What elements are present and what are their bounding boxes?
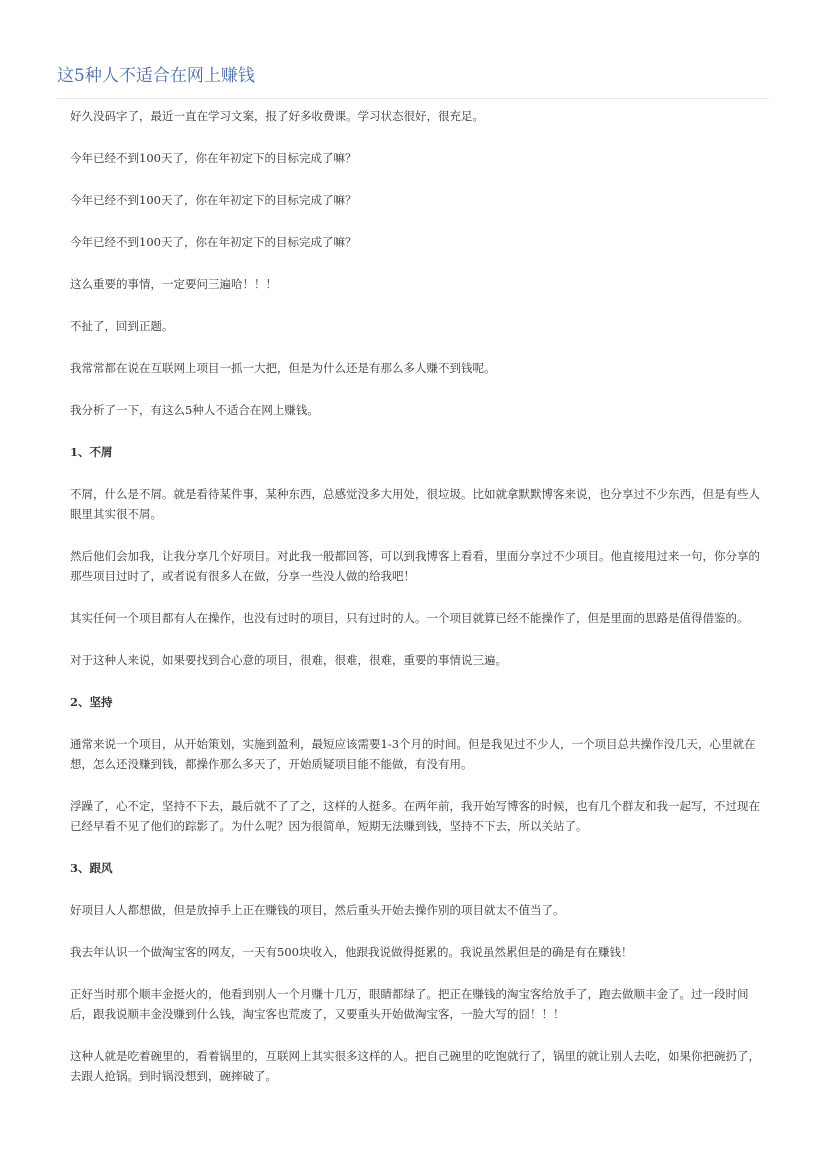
article-title: 这5种人不适合在网上赚钱 <box>57 66 255 86</box>
section-heading: 3、跟风 <box>70 861 113 875</box>
paragraph: 这种人就是吃着碗里的，看着锅里的，互联网上其实很多这样的人。把自己碗里的吃饱就行了，锅里的就让别人去吃，如果你把碗扔了，去跟人抢锅。到时锅没想到，碗摔破了。 <box>70 1049 760 1083</box>
paragraph: 不扯了，回到正题。 <box>70 319 174 333</box>
article-body <box>70 104 760 1086</box>
paragraph: 我分析了一下，有这么5种人不适合在网上赚钱。 <box>70 403 319 417</box>
paragraph: 好久没码字了，最近一直在学习文案，报了好多收费课。学习状态很好，很充足。 <box>70 109 484 123</box>
paragraph: 好项目人人都想做，但是放掉手上正在赚钱的项目，然后重头开始去操作别的项目就太不值当了。 <box>70 903 565 917</box>
paragraph: 浮躁了，心不定，坚持不下去，最后就不了了之，这样的人挺多。在两年前，我开始写博客的时候，也有几个群友和我一起写，不过现在已经早看不见了他们的踪影了。为什么呢？因为很简单，短期无法赚到钱，坚持不下去，所以关站了。 <box>70 799 760 833</box>
section-heading: 1、不屑 <box>70 445 113 459</box>
paragraph: 不屑，什么是不屑。就是看待某件事，某种东西，总感觉没多大用处，很垃圾。比如就拿默默博客来说，也分享过不少东西，但是有些人眼里其实很不屑。 <box>70 487 760 521</box>
paragraph: 这么重要的事情，一定要问三遍哈！！！ <box>70 277 277 291</box>
paragraph: 今年已经不到100天了，你在年初定下的目标完成了嘛？ <box>70 235 357 249</box>
paragraph: 通常来说一个项目，从开始策划，实施到盈利，最短应该需要1-3个月的时间。但是我见过不少人，一个项目总共操作没几天，心里就在想，怎么还没赚到钱，都操作那么多天了，开始质疑项目能不能做，有没有用。 <box>70 737 756 771</box>
paragraph: 今年已经不到100天了，你在年初定下的目标完成了嘛？ <box>70 151 357 165</box>
paragraph: 正好当时那个顺丰金挺火的，他看到别人一个月赚十几万，眼睛都绿了。把正在赚钱的淘宝客给放手了，跑去做顺丰金了。过一段时间后，跟我说顺丰金没赚到什么钱，淘宝客也荒废了，又要重头开始做淘宝客，一脸大写的囧！！！ <box>70 987 749 1021</box>
paragraph: 今年已经不到100天了，你在年初定下的目标完成了嘛？ <box>70 193 357 207</box>
paragraph: 其实任何一个项目都有人在操作，也没有过时的项目，只有过时的人。一个项目就算已经不能操作了，但是里面的思路是值得借鉴的。 <box>70 611 749 625</box>
paragraph: 我常常都在说在互联网上项目一抓一大把，但是为什么还是有那么多人赚不到钱呢。 <box>70 361 496 375</box>
paragraph: 我去年认识一个做淘宝客的网友，一天有500块收入，他跟我说做得挺累的。我说虽然累但是的确是有在赚钱！ <box>70 945 633 959</box>
title-divider <box>57 98 769 99</box>
section-heading: 2、坚持 <box>70 695 113 709</box>
paragraph: 对于这种人来说，如果要找到合心意的项目，很难，很难，很难，重要的事情说三遍。 <box>70 653 507 667</box>
paragraph: 然后他们会加我，让我分享几个好项目。对此我一般都回答，可以到我博客上看看，里面分享过不少项目。他直接甩过来一句，你分享的那些项目过时了，或者说有很多人在做，分享一些没人做的给我吧！ <box>70 549 760 583</box>
